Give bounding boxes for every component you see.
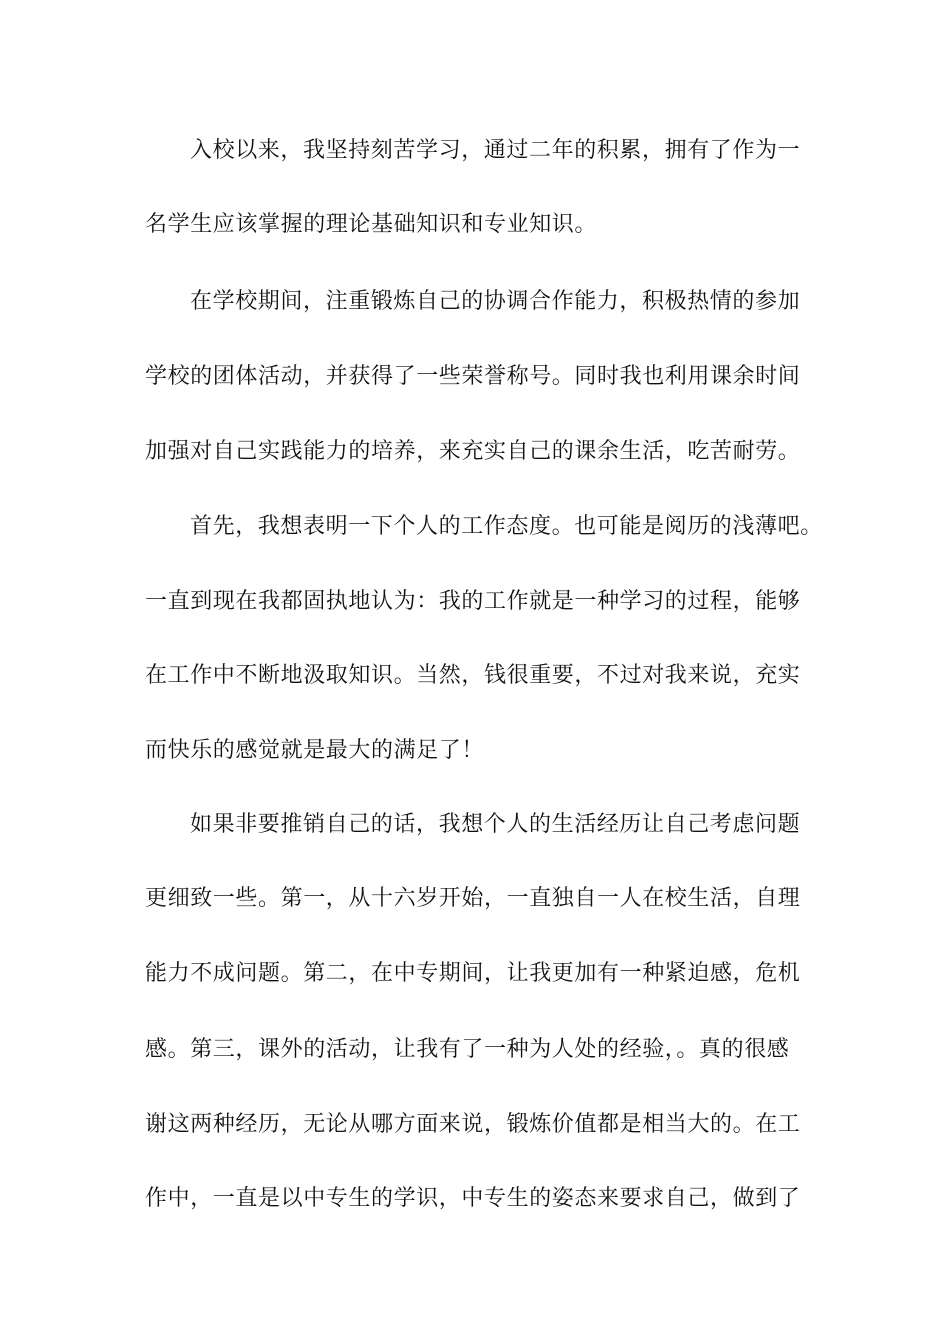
paragraph-4-line-4: 感。第三，课外的活动，让我有了一种为人处的经验，。真的很感 bbox=[145, 1037, 790, 1062]
paragraph-4-line-2: 更细致一些。第一，从十六岁开始，一直独自一人在校生活，自理 bbox=[145, 886, 801, 911]
paragraph-4-line-3: 能力不成问题。第二，在中专期间，让我更加有一种紧迫感，危机 bbox=[145, 961, 801, 986]
paragraph-3-line-4: 而快乐的感觉就是最大的满足了！ bbox=[145, 738, 485, 763]
paragraph-4-line-5: 谢这两种经历，无论从哪方面来说，锻炼价值都是相当大的。在工 bbox=[145, 1112, 801, 1137]
paragraph-1-line-1: 入校以来，我坚持刻苦学习，通过二年的积累，拥有了作为一 bbox=[190, 138, 801, 163]
paragraph-3-line-3: 在工作中不断地汲取知识。当然，钱很重要，不过对我来说，充实 bbox=[145, 663, 801, 688]
paragraph-1-line-2: 名学生应该掌握的理论基础知识和专业知识。 bbox=[145, 212, 598, 237]
paragraph-2-line-3: 加强对自己实践能力的培养，来充实自己的课余生活，吃苦耐劳。 bbox=[145, 439, 801, 464]
paragraph-4-line-6: 作中，一直是以中专生的学识，中专生的姿态来要求自己，做到了 bbox=[145, 1186, 801, 1211]
paragraph-2-line-2: 学校的团体活动，并获得了一些荣誉称号。同时我也利用课余时间 bbox=[145, 364, 801, 389]
paragraph-3-line-2: 一直到现在我都固执地认为：我的工作就是一种学习的过程，能够 bbox=[145, 589, 801, 614]
paragraph-3-line-1: 首先，我想表明一下个人的工作态度。也可能是阅历的浅薄吧。 bbox=[190, 514, 823, 539]
paragraph-2-line-1: 在学校期间，注重锻炼自己的协调合作能力，积极热情的参加 bbox=[190, 289, 801, 314]
paragraph-4-line-1: 如果非要推销自己的话，我想个人的生活经历让自己考虑问题 bbox=[190, 812, 801, 837]
